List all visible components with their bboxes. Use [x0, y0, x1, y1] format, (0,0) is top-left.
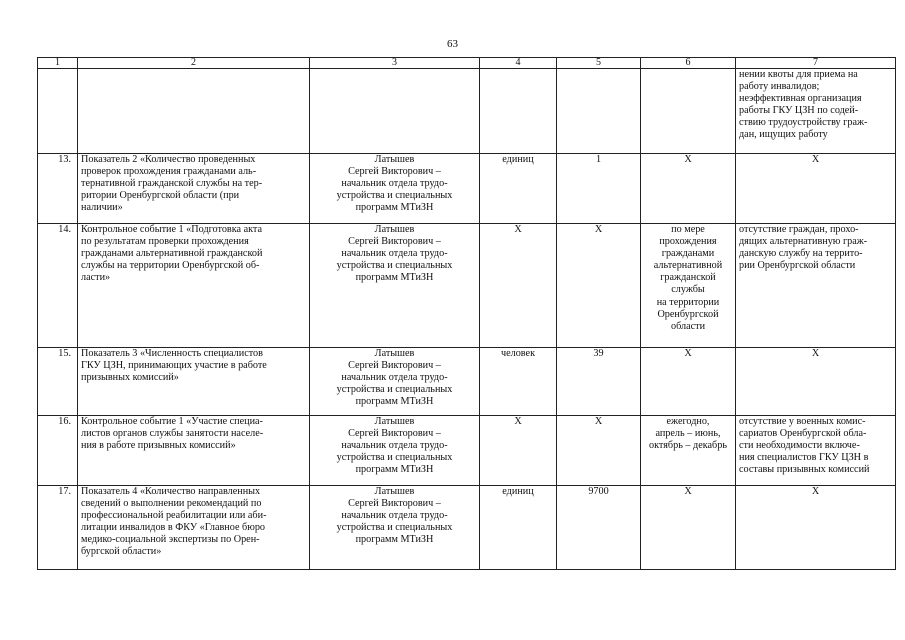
col-header-7: 7 [736, 58, 896, 69]
indicator-cell: Показатель 4 «Количество направленных сведений о выполнении рекомендаций по профессиональной реабилитации или аби- литации инвалидов в ФКУ «Главное бюро медико-социальной экспертизы по Орен- бургской области» [78, 486, 310, 570]
row-number: 16. [38, 416, 78, 486]
value-cell: 9700 [557, 486, 641, 570]
col-header-6: 6 [641, 58, 736, 69]
responsible-cell: Латышев Сергей Викторович – начальник отдела трудо- устройства и специальных программ МТиЗН [310, 348, 480, 416]
unit-cell: человек [480, 348, 557, 416]
table-row [38, 224, 896, 348]
col-header-4: 4 [480, 58, 557, 69]
continuation-risk-cell: нении квоты для приема на работу инвалидов; неэффективная организация работы ГКУ ЦЗН по содей- ствию трудоустройству граж- дан, ищущих работу [736, 69, 896, 154]
table-row [38, 416, 896, 486]
risk-cell: Х [736, 154, 896, 224]
table-row [38, 154, 896, 224]
risk-cell: Х [736, 348, 896, 416]
responsible-cell: Латышев Сергей Викторович – начальник отдела трудо- устройства и специальных программ МТиЗН [310, 416, 480, 486]
responsible-cell: Латышев Сергей Викторович – начальник отдела трудо- устройства и специальных программ МТиЗН [310, 154, 480, 224]
responsible-cell: Латышев Сергей Викторович – начальник отдела трудо- устройства и специальных программ МТиЗН [310, 486, 480, 570]
table-row [38, 348, 896, 416]
unit-cell: единиц [480, 486, 557, 570]
col-header-5: 5 [557, 58, 641, 69]
row-number: 14. [38, 224, 78, 348]
deadline-cell: Х [641, 348, 736, 416]
risk-cell: отсутствие граждан, прохо- дящих альтернативную граж- данскую службу на террито- рии Оренбургской области [736, 224, 896, 348]
indicator-cell: Контрольное событие 1 «Подготовка акта по результатам проверки прохождения гражданами альтернативной гражданской службы на территории Оренбургской об- ласти» [78, 224, 310, 348]
col-header-1: 1 [38, 58, 78, 69]
continuation-row [38, 69, 896, 154]
value-cell: Х [557, 416, 641, 486]
unit-cell: Х [480, 416, 557, 486]
deadline-cell: ежегодно, апрель – июнь, октябрь – декабрь [641, 416, 736, 486]
row-number: 13. [38, 154, 78, 224]
row-number: 17. [38, 486, 78, 570]
risk-cell: Х [736, 486, 896, 570]
col-header-2: 2 [78, 58, 310, 69]
indicator-cell: Показатель 3 «Численность специалистов ГКУ ЦЗН, принимающих участие в работе призывных комиссий» [78, 348, 310, 416]
deadline-cell: по мере прохождения гражданами альтернативной гражданской службы на территории Оренбургской области [641, 224, 736, 348]
value-cell: 39 [557, 348, 641, 416]
unit-cell: единиц [480, 154, 557, 224]
responsible-cell: Латышев Сергей Викторович – начальник отдела трудо- устройства и специальных программ МТиЗН [310, 224, 480, 348]
risk-cell: отсутствие у военных комис- сариатов Оренбургской обла- сти необходимости включе- ния специалистов ГКУ ЦЗН в составы призывных комиссий [736, 416, 896, 486]
value-cell: 1 [557, 154, 641, 224]
indicator-cell: Показатель 2 «Количество проведенных проверок прохождения гражданами аль- тернативной гражданской службы на тер- ритории Оренбургской области (при наличии» [78, 154, 310, 224]
unit-cell: Х [480, 224, 557, 348]
value-cell: Х [557, 224, 641, 348]
deadline-cell: Х [641, 154, 736, 224]
col-header-3: 3 [310, 58, 480, 69]
page-number: 63 [447, 38, 458, 50]
row-number: 15. [38, 348, 78, 416]
table-row [38, 486, 896, 570]
deadline-cell: Х [641, 486, 736, 570]
indicator-cell: Контрольное событие 1 «Участие специа- листов органов службы занятости населе- ния в работе призывных комиссий» [78, 416, 310, 486]
plan-table [37, 57, 896, 570]
header-row [38, 58, 896, 69]
